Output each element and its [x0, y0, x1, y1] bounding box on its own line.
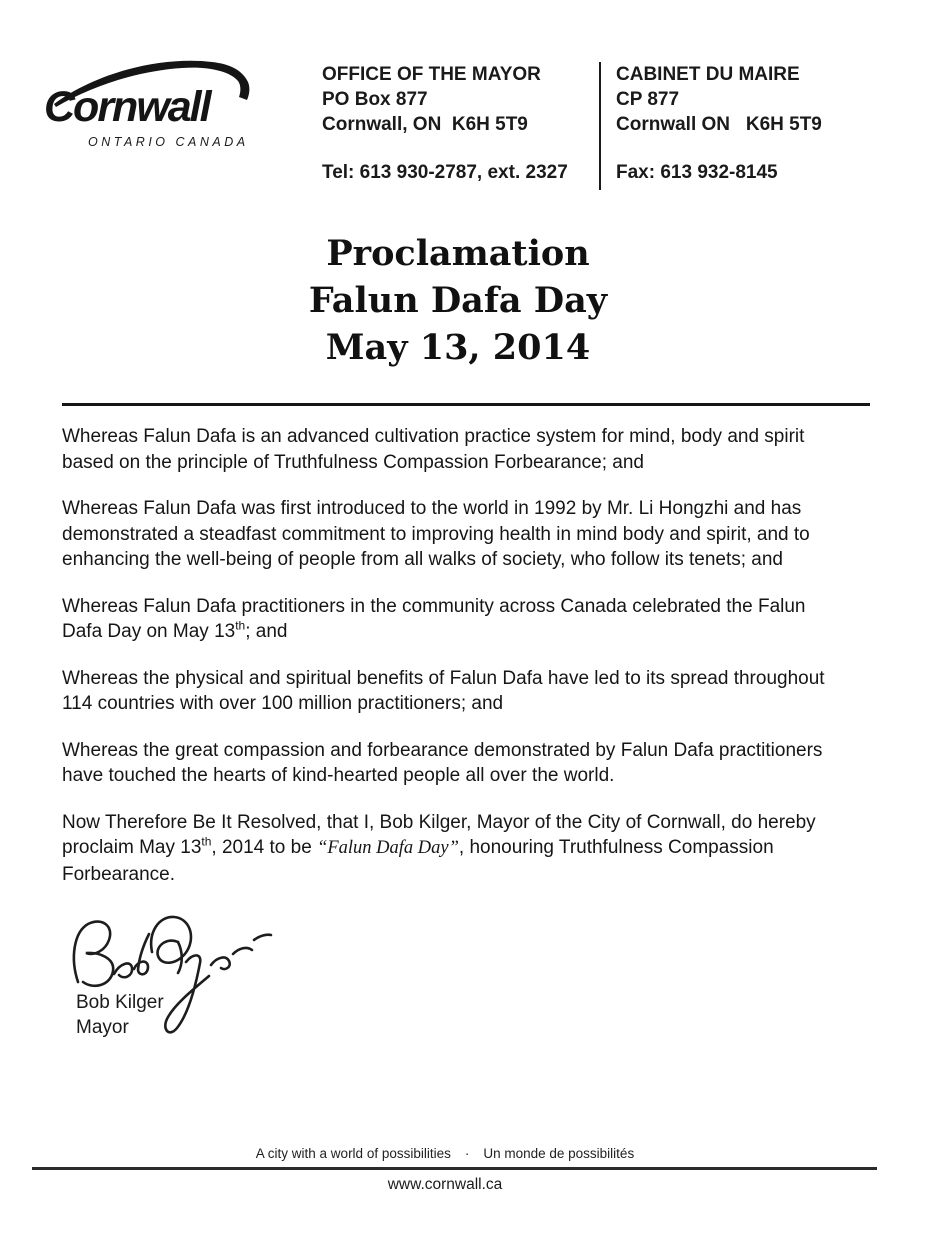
city-postal: Cornwall, ON K6H 5T9: [322, 114, 528, 135]
city-postal-fr: Cornwall ON K6H 5T9: [616, 114, 822, 135]
title-rule: [62, 403, 870, 406]
fax: Fax: 613 932-8145: [616, 162, 778, 183]
logo-wordmark: Cornwall: [44, 83, 210, 131]
paragraph-text: , 2014 to be: [211, 837, 318, 858]
office-name-fr: CABINET DU MAIRE: [616, 64, 800, 85]
footer-rule: [32, 1167, 877, 1170]
title-line-date: May 13, 2014: [325, 327, 591, 368]
paragraph-text: Now Therefore Be It Resolved, that I, Bob Kilger, Mayor of the City of Cornwall, do hereby proclaim May 13: [62, 811, 816, 858]
whereas-paragraph-5: Whereas the great compassion and forbearance demonstrated by Falun Dafa practitioners have touched the hearts of kind-hearted people all over the world.: [62, 739, 823, 786]
signatory-title: Mayor: [76, 1017, 129, 1038]
paragraph-text: , honouring Truthfulness Compassion Forbearance.: [62, 837, 774, 885]
footer-website: www.cornwall.ca: [387, 1176, 503, 1193]
footer-tagline-french: Un monde de possibilités: [483, 1146, 635, 1161]
whereas-paragraph-1: Whereas Falun Dafa is an advanced cultivation practice system for mind, body and spirit based on the principle of Truthfulness Compassion Forbearance; and: [62, 426, 805, 473]
paragraph-text: ; and: [245, 621, 288, 642]
po-box: PO Box 877: [322, 89, 428, 110]
whereas-paragraph-3: [62, 594, 838, 645]
signatory-name: Bob Kilger: [76, 992, 164, 1013]
letterhead-divider: [599, 62, 601, 190]
superscript-th: th: [235, 618, 246, 633]
footer-tagline-english: A city with a world of possibilities: [255, 1146, 451, 1161]
title-line-event: Falun Dafa Day: [308, 280, 608, 321]
whereas-paragraph-2: Whereas Falun Dafa was first introduced to the world in 1992 by Mr. Li Hongzhi and has demonstrated a steadfast commitment to improving health in mind body and spirit, and to enhancing the well-being of people from all walks of society, who follow its tenets; and: [62, 498, 810, 570]
contact-french: [616, 62, 822, 185]
po-box-fr: CP 877: [616, 89, 680, 110]
footer-tagline-separator: ·: [464, 1146, 470, 1161]
superscript-th: th: [201, 834, 212, 849]
resolution-paragraph: [62, 810, 838, 888]
contact-english: [322, 62, 568, 185]
cornwall-logo: [42, 56, 264, 160]
document-body: [62, 424, 838, 908]
office-name: OFFICE OF THE MAYOR: [322, 64, 541, 85]
footer-tagline: [0, 1146, 890, 1161]
whereas-paragraph-4: Whereas the physical and spiritual benefits of Falun Dafa have led to its spread throughout 114 countries with over 100 million practitioners; and: [62, 667, 825, 714]
document-title: [0, 230, 916, 371]
telephone: Tel: 613 930-2787, ext. 2327: [322, 162, 568, 183]
italic-phrase-falun-dafa-day: “Falun Dafa Day”: [317, 838, 459, 858]
paragraph-text: Whereas Falun Dafa practitioners in the community across Canada celebrated the Falun Dafa Day on May 13: [62, 595, 806, 642]
logo-tagline: ONTARIO CANADA: [88, 135, 249, 149]
title-line-proclamation: Proclamation: [326, 233, 590, 274]
